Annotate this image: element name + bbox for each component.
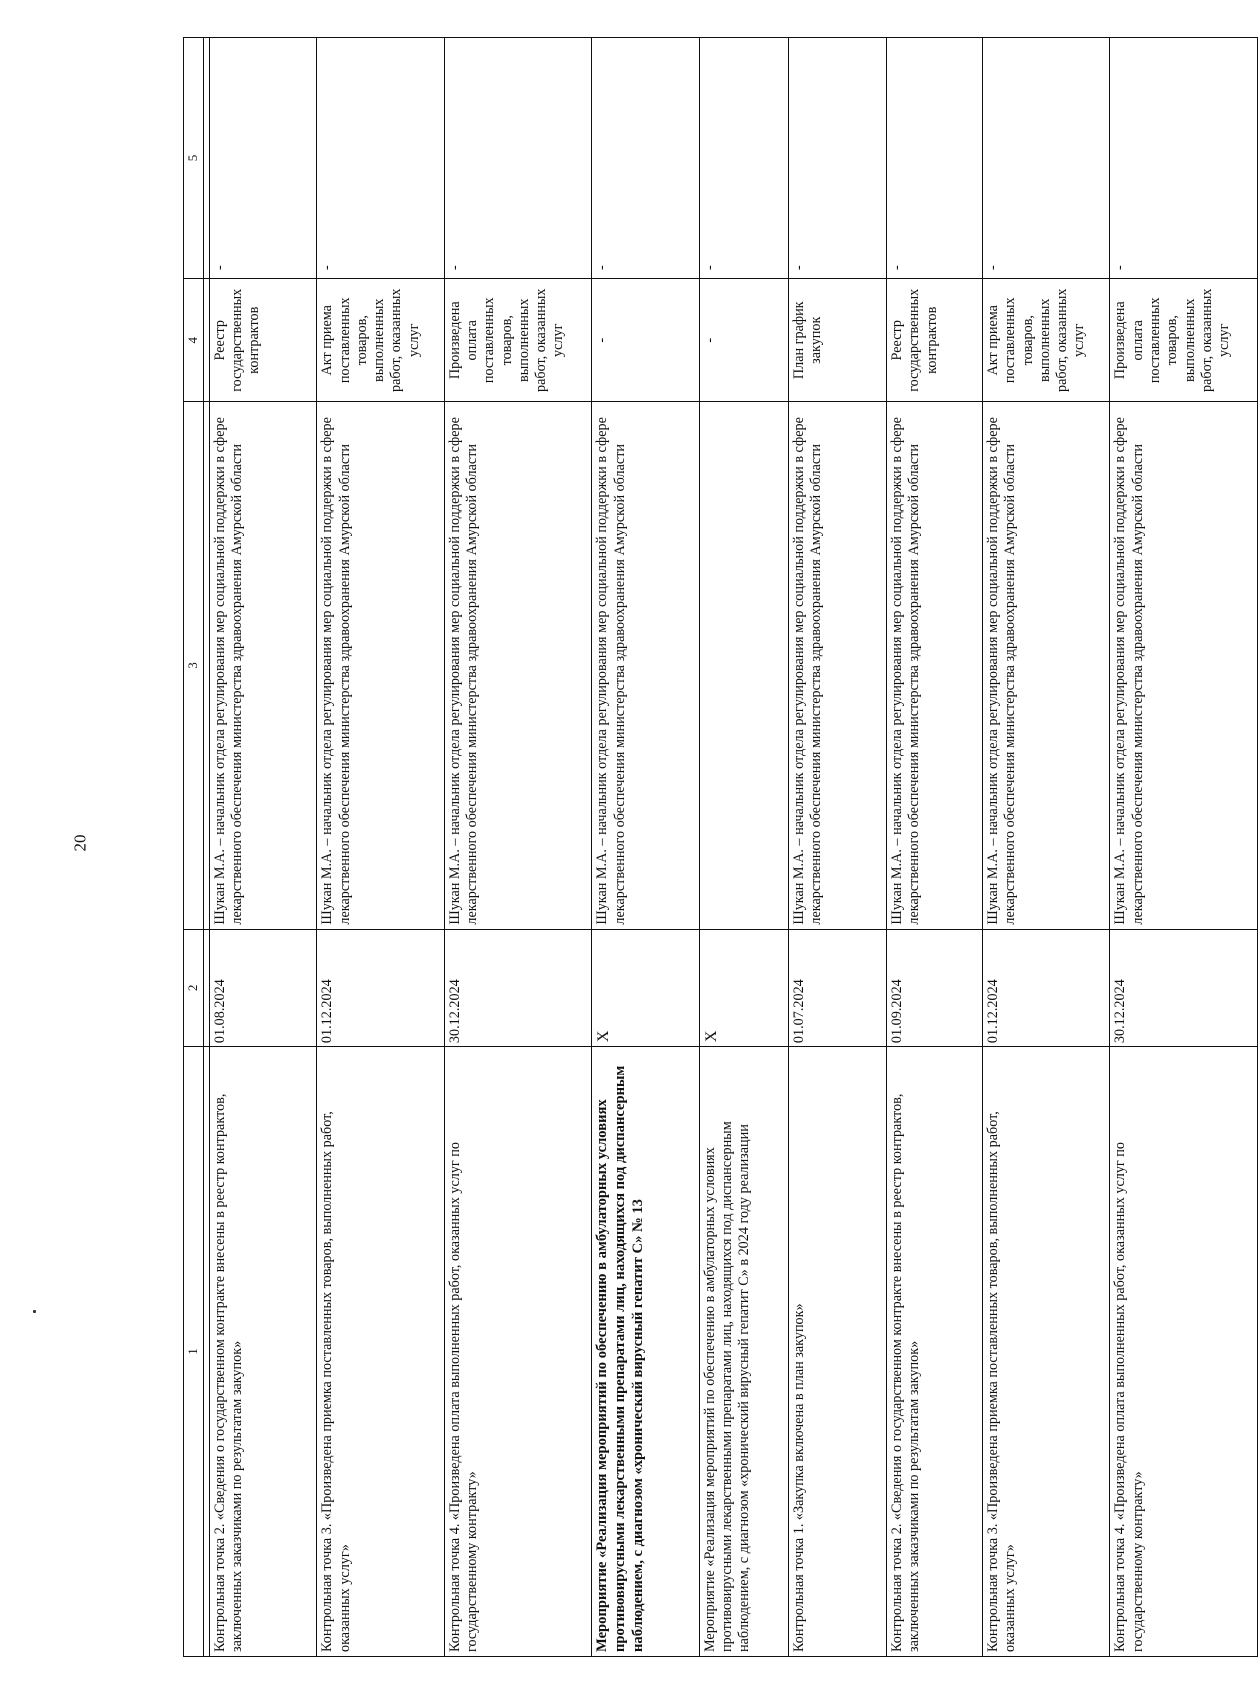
- table-row: [317, 38, 444, 1657]
- header-col-2: 2: [184, 929, 204, 1046]
- header-col-1: 1: [184, 1047, 204, 1657]
- row-document: План график закупок: [788, 279, 886, 402]
- row-date: 01.07.2024: [788, 929, 886, 1046]
- row-responsible: Шукан М.А. – начальник отдела регулирования мер социальной поддержки в сфере лекарственного обеспечения министерства здравоохранения Амурской области: [444, 402, 592, 929]
- header-col-5: 5: [184, 38, 204, 279]
- row-note: -: [1110, 38, 1258, 279]
- row-date: 30.12.2024: [444, 929, 592, 1046]
- rotated-table-wrapper: [183, 37, 1258, 1657]
- row-document: Произведена оплата поставленных товаров, выполненных работ, оказанных услуг: [1110, 279, 1258, 402]
- table-row: [209, 38, 317, 1657]
- row-date: Х: [699, 929, 788, 1046]
- row-responsible: Шукан М.А. – начальник отдела регулирования мер социальной поддержки в сфере лекарственного обеспечения министерства здравоохранения Амурской области: [209, 402, 317, 929]
- row-note: -: [317, 38, 444, 279]
- row-responsible: Шукан М.А. – начальник отдела регулирования мер социальной поддержки в сфере лекарственного обеспечения министерства здравоохранения Амурской области: [982, 402, 1109, 929]
- header-col-3: 3: [184, 402, 204, 929]
- row-responsible: [699, 402, 788, 929]
- scan-speck: [33, 1310, 36, 1313]
- row-date: 01.12.2024: [982, 929, 1109, 1046]
- row-document: Реестр государственных контрактов: [886, 279, 982, 402]
- header-row: [184, 38, 204, 1657]
- row-description: Контрольная точка 2. «Сведения о государственном контракте внесены в реестр контрактов, заключенных заказчиками по результатам закупок»: [209, 1047, 317, 1657]
- table-row: [788, 38, 886, 1657]
- row-date: 01.12.2024: [317, 929, 444, 1046]
- row-note: -: [982, 38, 1109, 279]
- table-row: [1110, 38, 1258, 1657]
- row-responsible: Шукан М.А. – начальник отдела регулирования мер социальной поддержки в сфере лекарственного обеспечения министерства здравоохранения Амурской области: [886, 402, 982, 929]
- row-document: Акт приема поставленных товаров, выполненных работ, оказанных услуг: [982, 279, 1109, 402]
- row-description: Контрольная точка 3. «Произведена приемка поставленных товаров, выполненных работ, оказанных услуг»: [982, 1047, 1109, 1657]
- row-description: Контрольная точка 1. «Закупка включена в план закупок»: [788, 1047, 886, 1657]
- table-row: [444, 38, 592, 1657]
- row-responsible: Шукан М.А. – начальник отдела регулирования мер социальной поддержки в сфере лекарственного обеспечения министерства здравоохранения Амурской области: [788, 402, 886, 929]
- row-document: -: [592, 279, 700, 402]
- row-date: Х: [592, 929, 700, 1046]
- row-note: -: [699, 38, 788, 279]
- row-responsible: Шукан М.А. – начальник отдела регулирования мер социальной поддержки в сфере лекарственного обеспечения министерства здравоохранения Амурской области: [1110, 402, 1258, 929]
- table-row: [699, 38, 788, 1657]
- row-description: Мероприятие «Реализация мероприятий по обеспечению в амбулаторных условиях противовирусными лекарственными препаратами лиц, находящихся под диспансерным наблюдением, с диагнозом «хронический вирусный гепатит С» в 2024 году реализации: [699, 1047, 788, 1657]
- row-date: 01.08.2024: [209, 929, 317, 1046]
- row-document: -: [699, 279, 788, 402]
- row-description: Контрольная точка 4. «Произведена оплата выполненных работ, оказанных услуг по государственному контракту»: [444, 1047, 592, 1657]
- header-col-4: 4: [184, 279, 204, 402]
- row-date: 01.09.2024: [886, 929, 982, 1046]
- row-note: -: [886, 38, 982, 279]
- table-row: [982, 38, 1109, 1657]
- row-description: Контрольная точка 4. «Произведена оплата выполненных работ, оказанных услуг по государственному контракту»: [1110, 1047, 1258, 1657]
- page-number: 20: [70, 834, 90, 852]
- row-description: Мероприятие «Реализация мероприятий по обеспечению в амбулаторных условиях противовирусными лекарственными препаратами лиц, находящихся под диспансерным наблюдением, с диагнозом «хронический вирусный гепатит С» № 13: [592, 1047, 700, 1657]
- row-responsible: Шукан М.А. – начальник отдела регулирования мер социальной поддержки в сфере лекарственного обеспечения министерства здравоохранения Амурской области: [317, 402, 444, 929]
- row-document: Акт приема поставленных товаров, выполненных работ, оказанных услуг: [317, 279, 444, 402]
- row-description: Контрольная точка 2. «Сведения о государственном контракте внесены в реестр контрактов, заключенных заказчиками по результатам закупок»: [886, 1047, 982, 1657]
- row-note: -: [788, 38, 886, 279]
- row-date: 30.12.2024: [1110, 929, 1258, 1046]
- table-row: [592, 38, 700, 1657]
- row-document: Произведена оплата поставленных товаров, выполненных работ, оказанных услуг: [444, 279, 592, 402]
- row-note: -: [592, 38, 700, 279]
- row-description: Контрольная точка 3. «Произведена приемка поставленных товаров, выполненных работ, оказанных услуг»: [317, 1047, 444, 1657]
- table-row: [886, 38, 982, 1657]
- plan-table: [183, 37, 1258, 1657]
- row-document: Реестр государственных контрактов: [209, 279, 317, 402]
- row-note: -: [444, 38, 592, 279]
- row-note: -: [209, 38, 317, 279]
- row-responsible: Шукан М.А. – начальник отдела регулирования мер социальной поддержки в сфере лекарственного обеспечения министерства здравоохранения Амурской области: [592, 402, 700, 929]
